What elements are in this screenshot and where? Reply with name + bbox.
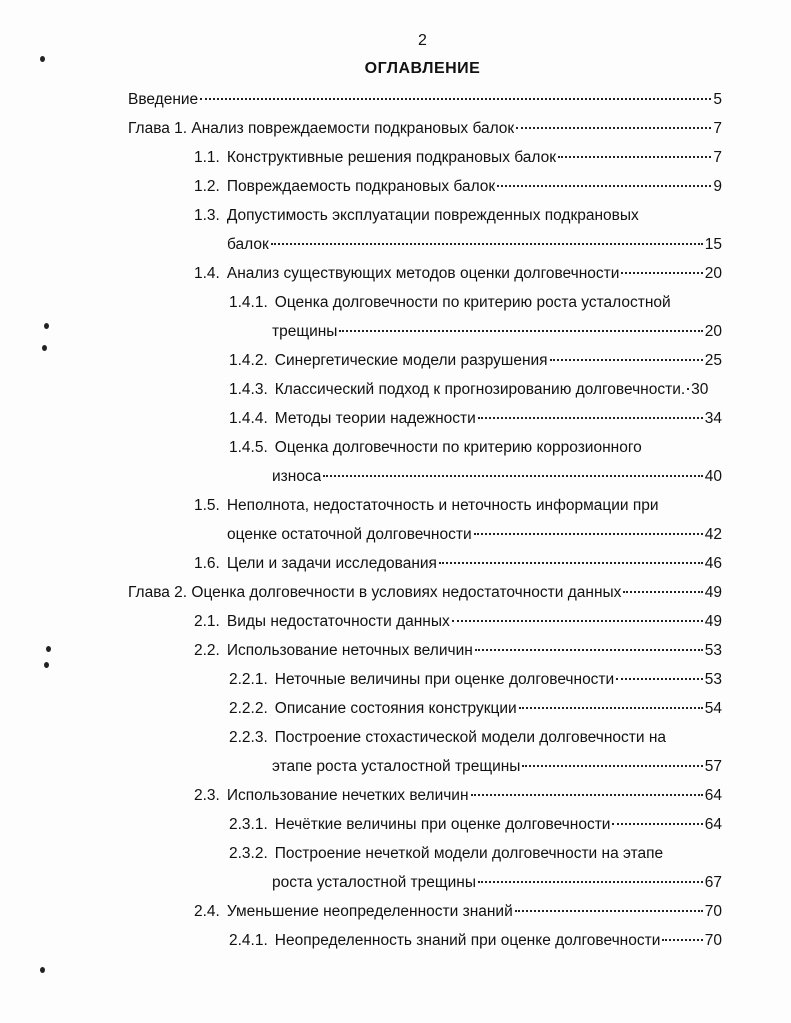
toc-entry-title: Глава 1. Анализ повреждаемости подкрановых балок — [128, 120, 515, 137]
toc-entry-1-5-continued[interactable] — [227, 523, 722, 547]
toc-entry-chapter-1[interactable] — [128, 117, 722, 141]
toc-entry-title: Методы теории надежности — [274, 410, 476, 427]
toc-entry-page: 20 — [704, 265, 722, 282]
toc-entry-title: Анализ существующих методов оценки долговечности — [226, 265, 620, 282]
toc-entry-1-4-3[interactable] — [229, 378, 722, 402]
toc-entry-title: Оценка долговечности по критерию роста усталостной — [274, 294, 671, 311]
dot-leader — [475, 649, 703, 651]
toc-entry-title: Нечёткие величины при оценке долговечности — [274, 816, 611, 833]
toc-entry-title: Описание состояния конструкции — [274, 700, 517, 717]
toc-entry-number: 1.4. — [194, 265, 220, 282]
toc-entry-number: 1.4.4. — [229, 410, 268, 427]
toc-entry-1-3-continued[interactable] — [227, 233, 722, 257]
toc-entry-page: 7 — [713, 149, 722, 166]
toc-entry-title-continued: этапе роста усталостной трещины — [272, 758, 521, 775]
toc-entry-page: 53 — [704, 642, 722, 659]
dot-leader — [200, 98, 711, 100]
toc-entry-2-2-3-continued[interactable] — [272, 755, 722, 779]
toc-entry-number: 1.6. — [194, 555, 220, 572]
dot-leader — [497, 185, 711, 187]
dot-leader — [623, 591, 702, 593]
toc-entry-page: 54 — [704, 700, 722, 717]
toc-entry-number: 2.2. — [194, 642, 220, 659]
toc-entry-title: Использование нечетких величин — [226, 787, 469, 804]
dot-leader — [612, 823, 702, 825]
toc-entry-page: 9 — [713, 178, 722, 195]
toc-entry-page: 67 — [704, 874, 722, 891]
toc-entry-title: Неполнота, недостаточность и неточность информации при — [226, 497, 659, 514]
toc-entry-title: Классический подход к прогнозированию долговечности. — [274, 381, 686, 398]
dot-leader — [271, 243, 703, 245]
margin-mark — [46, 646, 51, 652]
toc-entry-1-5[interactable] — [194, 494, 722, 518]
toc-entry-title: Построение стохастической модели долговечности на — [274, 729, 667, 746]
toc-entry-2-2-2[interactable] — [229, 697, 722, 721]
toc-entry-page: 49 — [704, 584, 722, 601]
toc-entry-title: Оценка долговечности по критерию коррозионного — [274, 439, 642, 456]
toc-entry-page: 42 — [704, 526, 722, 543]
toc-entry-title-continued: трещины — [272, 323, 338, 340]
page-number: 2 — [418, 32, 427, 49]
dot-leader — [471, 794, 703, 796]
toc-entry-number: 1.4.1. — [229, 294, 268, 311]
toc-entry-introduction[interactable] — [128, 88, 722, 112]
toc-entry-number: 2.3.2. — [229, 845, 268, 862]
dot-leader — [558, 156, 711, 158]
toc-entry-1-4-2[interactable] — [229, 349, 722, 373]
toc-entry-number: 2.1. — [194, 613, 220, 630]
dot-leader — [478, 881, 703, 883]
toc-entry-2-4[interactable] — [194, 900, 722, 924]
toc-entry-title: Уменьшение неопределенности знаний — [226, 903, 513, 920]
toc-entry-number: 1.1. — [194, 149, 220, 166]
toc-entry-page: 49 — [704, 613, 722, 630]
toc-entry-page: 40 — [704, 468, 722, 485]
margin-mark — [40, 967, 45, 973]
margin-mark — [44, 662, 49, 668]
toc-entry-1-4-5-continued[interactable] — [272, 465, 722, 489]
toc-entry-2-2-3[interactable] — [229, 726, 722, 750]
dot-leader — [452, 620, 703, 622]
toc-entry-2-2-1[interactable] — [229, 668, 722, 692]
toc-entry-title: Неопределенность знаний при оценке долговечности — [274, 932, 661, 949]
toc-entry-chapter-2[interactable] — [128, 581, 722, 605]
dot-leader — [522, 765, 702, 767]
toc-entry-number: 1.2. — [194, 178, 220, 195]
toc-entry-title-continued: износа — [272, 468, 322, 485]
toc-entry-2-1[interactable] — [194, 610, 722, 634]
dot-leader — [519, 707, 703, 709]
toc-entry-number: 2.3.1. — [229, 816, 268, 833]
toc-entry-page: 5 — [713, 91, 722, 108]
dot-leader — [339, 330, 702, 332]
dot-leader — [616, 678, 703, 680]
toc-entry-1-4[interactable] — [194, 262, 722, 286]
toc-entry-title: Синергетические модели разрушения — [274, 352, 548, 369]
margin-mark — [44, 323, 49, 329]
dot-leader — [687, 388, 689, 390]
toc-entry-number: 2.2.2. — [229, 700, 268, 717]
toc-entry-title: Допустимость эксплуатации поврежденных подкрановых — [226, 207, 639, 224]
dot-leader — [323, 475, 702, 477]
dot-leader — [550, 359, 703, 361]
toc-entry-number: 2.4.1. — [229, 932, 268, 949]
toc-entry-2-3-1[interactable] — [229, 813, 722, 837]
toc-entry-2-3-2-continued[interactable] — [272, 871, 722, 895]
toc-entry-1-6[interactable] — [194, 552, 722, 576]
toc-entry-title: Введение — [128, 91, 199, 108]
toc-entry-page: 25 — [704, 352, 722, 369]
toc-entry-number: 1.4.2. — [229, 352, 268, 369]
toc-entry-page: 46 — [704, 555, 722, 572]
toc-entry-page: 30 — [691, 381, 709, 398]
toc-entry-page: 34 — [704, 410, 722, 427]
toc-entry-1-4-1-continued[interactable] — [272, 320, 722, 344]
dot-leader — [439, 562, 703, 564]
toc-entry-1-1[interactable] — [194, 146, 722, 170]
toc-entry-title: Построение нечеткой модели долговечности на этапе — [274, 845, 664, 862]
toc-entry-number: 2.2.1. — [229, 671, 268, 688]
toc-entry-title: Использование неточных величин — [226, 642, 473, 659]
toc-entry-number: 1.4.3. — [229, 381, 268, 398]
toc-entry-number: 1.3. — [194, 207, 220, 224]
toc-entry-2-2[interactable] — [194, 639, 722, 663]
toc-entry-title: Конструктивные решения подкрановых балок — [226, 149, 557, 166]
toc-entry-1-4-1[interactable] — [229, 291, 722, 315]
dot-leader — [621, 272, 702, 274]
toc-entry-1-3[interactable] — [194, 204, 722, 228]
toc-entry-title: Неточные величины при оценке долговечности — [274, 671, 615, 688]
toc-entry-title: Глава 2. Оценка долговечности в условиях недостаточности данных — [128, 584, 622, 601]
dot-leader — [478, 417, 703, 419]
toc-entry-page: 70 — [704, 903, 722, 920]
toc-entry-page: 7 — [713, 120, 722, 137]
toc-entry-title: Повреждаемость подкрановых балок — [226, 178, 496, 195]
toc-entry-title: Виды недостаточности данных — [226, 613, 450, 630]
toc-entry-title-continued: роста усталостной трещины — [272, 874, 476, 891]
toc-entry-number: 2.2.3. — [229, 729, 268, 746]
toc-entry-1-4-5[interactable] — [229, 436, 722, 460]
toc-entry-number: 1.5. — [194, 497, 220, 514]
toc-entry-page: 64 — [704, 816, 722, 833]
margin-mark — [42, 345, 47, 351]
toc-entry-page: 64 — [704, 787, 722, 804]
toc-entry-number: 2.3. — [194, 787, 220, 804]
toc-entry-page: 70 — [704, 932, 722, 949]
toc-entry-1-2[interactable] — [194, 175, 722, 199]
dot-leader — [516, 127, 711, 129]
toc-entry-1-4-4[interactable] — [229, 407, 722, 431]
toc-entry-number: 2.4. — [194, 903, 220, 920]
toc-heading: ОГЛАВЛЕНИЕ — [364, 60, 481, 77]
toc-entry-2-3-2[interactable] — [229, 842, 722, 866]
toc-entry-page: 57 — [704, 758, 722, 775]
toc-entry-title: Цели и задачи исследования — [226, 555, 437, 572]
dot-leader — [474, 533, 703, 535]
toc-entry-2-3[interactable] — [194, 784, 722, 808]
toc-entry-page: 20 — [704, 323, 722, 340]
toc-entry-page: 15 — [704, 236, 722, 253]
dot-leader — [515, 910, 703, 912]
toc-entry-page: 53 — [704, 671, 722, 688]
margin-mark — [40, 56, 45, 62]
toc-entry-number: 1.4.5. — [229, 439, 268, 456]
toc-entry-2-4-1[interactable] — [229, 929, 722, 953]
toc-entry-title-continued: оценке остаточной долговечности — [227, 526, 472, 543]
dot-leader — [662, 939, 702, 941]
toc-entry-title-continued: балок — [227, 236, 269, 253]
